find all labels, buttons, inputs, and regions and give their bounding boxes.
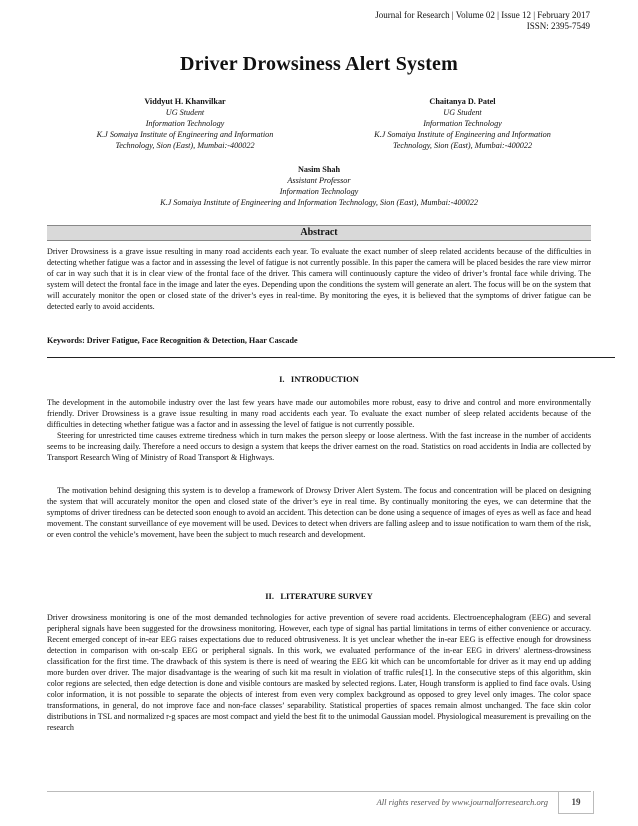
author-name: Viddyut H. Khanvilkar	[144, 97, 226, 106]
author-affiliation: K.J Somaiya Institute of Engineering and Information	[96, 130, 274, 139]
section-number: II.	[265, 591, 274, 601]
author-block-1	[55, 96, 315, 151]
author-role: UG Student	[443, 108, 482, 117]
author-department: Information Technology	[279, 187, 359, 196]
author-role: UG Student	[165, 108, 205, 117]
footer-rights: All rights reserved by www.journalforresearch.org	[376, 797, 548, 807]
abstract-heading: Abstract	[47, 225, 591, 241]
author-affiliation: Technology, Sion (East), Mumbai:-400022	[115, 141, 255, 150]
author-name: Nasim Shah	[297, 165, 341, 174]
author-affiliation: K.J Somaiya Institute of Engineering and Information	[374, 130, 551, 139]
paper-title: Driver Drowsiness Alert System	[180, 53, 458, 75]
author-department: Information Technology	[423, 119, 502, 128]
page-number: 19	[558, 791, 594, 814]
author-block-3	[80, 164, 558, 208]
divider	[47, 357, 615, 358]
paragraph: Steering for unrestricted time causes extreme tiredness which in turn makes the person sleepy or loose alertness. With the fast increase in the number of accidents seems to be increasing daily. Therefore a need occurs to design a system that keeps the driver earnest on the road. Statistics on road accidents in India are collected by Transport Research Wing of Ministry of Road Transport & Highways.	[47, 431, 591, 463]
author-role: Assistant Professor	[287, 176, 351, 185]
paragraph: The development in the automobile industry over the last few years have made our automobiles more robust, easy to drive and control and more environmentally friendly. Driver Drowsiness is a grave issue resulting in many road accidents each year. To evaluate the exact number of sleep related accidents because of the difficulties in detecting whether fatigue was a factor and in assessing the level of fatigue is not currently possible.	[47, 398, 591, 430]
author-affiliation: K.J Somaiya Institute of Engineering and Information Technology, Sion (East), Mumbai:-400022	[160, 198, 478, 207]
journal-header	[375, 10, 590, 32]
author-name: Chaitanya D. Patel	[429, 97, 496, 106]
author-affiliation: Technology, Sion (East), Mumbai:-400022	[392, 141, 533, 150]
author-department: Information Technology	[145, 119, 225, 128]
journal-line: Journal for Research | Volume 02 | Issue 12 | February 2017	[375, 10, 590, 20]
issn: ISSN: 2395-7549	[526, 21, 590, 31]
paragraph: Driver drowsiness monitoring is one of the most demanded technologies for active prevention of severe road accidents. Electroencephalogram (EEG) and several peripheral signals have been suggested for the drowsiness monitoring. However, each type of signal has partial limitations in terms of either convenience or accuracy. Recent emerged concept of in-ear EEG raises expectations due to reduced obtrusiveness. It is yet unclear whether the in-ear EEG is effective enough for drowsiness detection in comparison with on-scalp EEG or peripheral signals. In this work, we evaluated performance of the in-ear EEG in drivers' alertness-drowsiness classification for the first time. The drawback of this system is there is need of wearing the EEG kit which can be uncomfortable for driver as it may end up adding more burden over driver. The major disadvantage is the wearing of such kit ma result in violation of traffic rules[1]. In the consecutive steps of this algorithm, skin color regions are selected, then edge detection is done and visible contours are masked by selected regions. Later, Hough transform is applied to find face ovals. Using color information, it is not possible to separate the objects of interest from even very complex background as opposed to grey level only images. The color space transformations, in general, do not improve face and non-face classes’ separability. Statistical properties of spaces remain almost unchanged. The face skin color distributions in TSL and normalized r-g spaces are most compact and yield the best fit to the unimodal Gaussian model. Physiological measurement is prevailing on the research	[47, 613, 591, 733]
section-number: I.	[279, 374, 285, 384]
keywords: Keywords: Driver Fatigue, Face Recognition & Detection, Haar Cascade	[47, 336, 298, 345]
section-title: LITERATURE SURVEY	[280, 591, 373, 601]
abstract-body: Driver Drowsiness is a grave issue resulting in many road accidents each year. To evaluate the exact number of sleep related accidents because of the difficulties in detecting whether fatigue was a factor and in assessing the level of fatigue is not currently possible. In this paper the camera will be placed besides the rare view mirror of car in way such that it is in clear view of the frontal face of the driver. This camera will continuously capture the video of driver’s frontal face while driving. The system will detect the frontal face in the image and later the eyes. Depending upon the conditions the system will generate an alert. The focus will be on the system that will accurately monitor the open or closed state of the driver’s eyes in real-time. By monitoring the eyes, it is believed that the symptoms of driver fatigue can be detected early to avoid accidents.	[47, 247, 591, 312]
paragraph: The motivation behind designing this system is to develop a framework of Drowsy Driver Alert System. The focus and concentration will be placed on designing the system that will accurately monitor the open and closed state of the driver’s eye in real time. By continually monitoring the eyes, we can determine that the symptoms of driver tiredness can be detected soon enough to avoid an accident. This detection can be done using a sequence of images of eyes as well as face and head movement. The constant surveillance of eye movement will be used. Devices to detect when drivers are falling asleep and to issue notification to warn them of the risk, or even control the vehicle’s movement, have been the subject to much research and development.	[47, 486, 591, 540]
author-block-2	[330, 96, 595, 151]
footer-divider	[47, 791, 591, 792]
section-title: INTRODUCTION	[290, 374, 359, 384]
section-heading-introduction	[0, 374, 638, 384]
section-heading-literature-survey	[0, 591, 638, 601]
